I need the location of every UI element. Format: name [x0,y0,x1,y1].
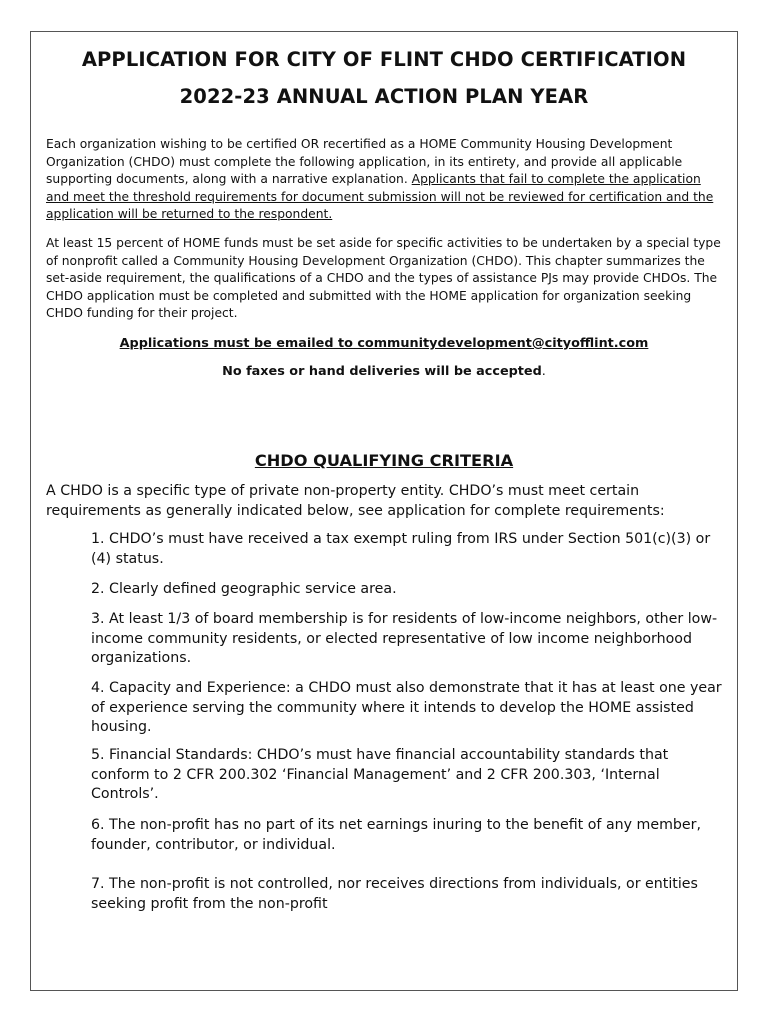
criteria-item-6: 6. The non-profit has no part of its net earnings inuring to the benefit of any member, founder, contributor, or individual. [91,817,701,853]
document-subtitle: 2022-23 ANNUAL ACTION PLAN YEAR [179,85,589,108]
no-fax-notice-period: . [541,364,546,379]
criteria-intro: A CHDO is a specific type of private non-property entity. CHDO’s must meet certain requirements as generally indicated below, see application for complete requirements: [46,483,665,519]
set-aside-paragraph: At least 15 percent of HOME funds must be set aside for specific activities to be undertaken by a special type of nonprofit called a Community Housing Development Organization (CHDO). This chapter summarizes the set-aside requirement, the qualifications of a CHDO and the types of assistance PJs may provide CHDOs. The CHDO application must be completed and submitted with the HOME application for organization seeking CHDO funding for their project. [46,236,721,321]
criteria-item-3: 3. At least 1/3 of board membership is for residents of low-income neighbors, other low-income community residents, or elected representative of low income neighborhood organizations. [91,611,718,666]
email-notice: Applications must be emailed to communitydevelopment@cityofflint.com [119,336,649,351]
document-page [30,31,738,991]
intro-paragraph [46,136,726,224]
document-title: APPLICATION FOR CITY OF FLINT CHDO CERTIFICATION [81,48,687,71]
no-fax-notice-text: No faxes or hand deliveries will be accepted [222,364,542,379]
criteria-item-4: 4. Capacity and Experience: a CHDO must also demonstrate that it has at least one year of experience serving the community where it intends to develop the HOME assisted housing. [91,680,722,735]
criteria-item-1: 1. CHDO’s must have received a tax exempt ruling from IRS under Section 501(c)(3) or (4) status. [91,531,711,567]
criteria-item-7: 7. The non-profit is not controlled, nor receives directions from individuals, or entities seeking profit from the non-profit [91,876,698,912]
intro-paragraph-text: Each organization wishing to be certified OR recertified as a HOME Community Housing Development Organization (CHDO) must complete the following application, in its entirety, and provide all applicable supporting documents, along with a narrative explanation. [46,137,683,187]
no-fax-notice [31,364,737,379]
warning-underlined-text: Applicants that fail to complete the application and meet the threshold requirements for document submission will not be reviewed for certification and the application will be returned to the respondent. [46,172,714,222]
criteria-item-2: 2. Clearly defined geographic service area. [91,581,397,597]
criteria-item-5: 5. Financial Standards: CHDO’s must have financial accountability standards that conform to 2 CFR 200.302 ‘Financial Management’ and 2 CFR 200.303, ‘Internal Controls’. [91,747,669,802]
criteria-heading: CHDO QUALIFYING CRITERIA [254,451,514,470]
